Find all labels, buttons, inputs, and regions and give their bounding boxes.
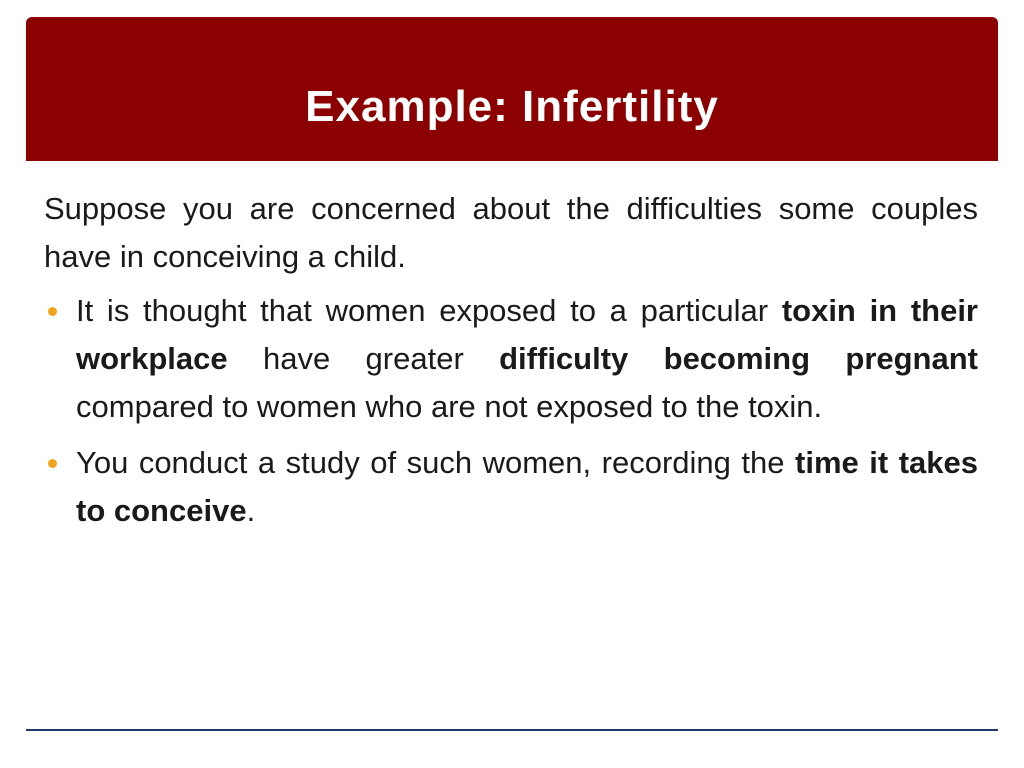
bullet-item-toxin: [44, 287, 978, 431]
bullet-text-segment: It is thought that women exposed to a particular: [76, 293, 782, 328]
bullet-dot-icon: [48, 307, 57, 316]
bullet-text-segment: You conduct a study of such women, recording the: [76, 445, 796, 480]
bullet-text-segment: compared to women who are not exposed to the toxin.: [76, 389, 823, 424]
emphasis-time-to-conceive: time it takes to conceive: [76, 445, 978, 528]
slide-content: [44, 185, 978, 535]
emphasis-difficulty-pregnant: difficulty becoming pregnant: [499, 341, 978, 376]
bullet-item-study: [44, 439, 978, 535]
bullet-text-segment: have greater: [227, 341, 500, 376]
bullet-text: [76, 293, 978, 424]
slide-title: Example: Infertility: [305, 82, 719, 131]
emphasis-toxin-workplace: toxin in their workplace: [76, 293, 978, 376]
bullet-text: [76, 445, 978, 528]
bullet-dot-icon: [48, 459, 57, 468]
footer-divider: [26, 729, 998, 731]
title-bar: [26, 17, 998, 161]
bullet-list: [44, 287, 978, 535]
bullet-text-segment: .: [246, 493, 256, 528]
intro-paragraph: Suppose you are concerned about the difficulties some couples have in conceiving a child.: [44, 191, 978, 274]
